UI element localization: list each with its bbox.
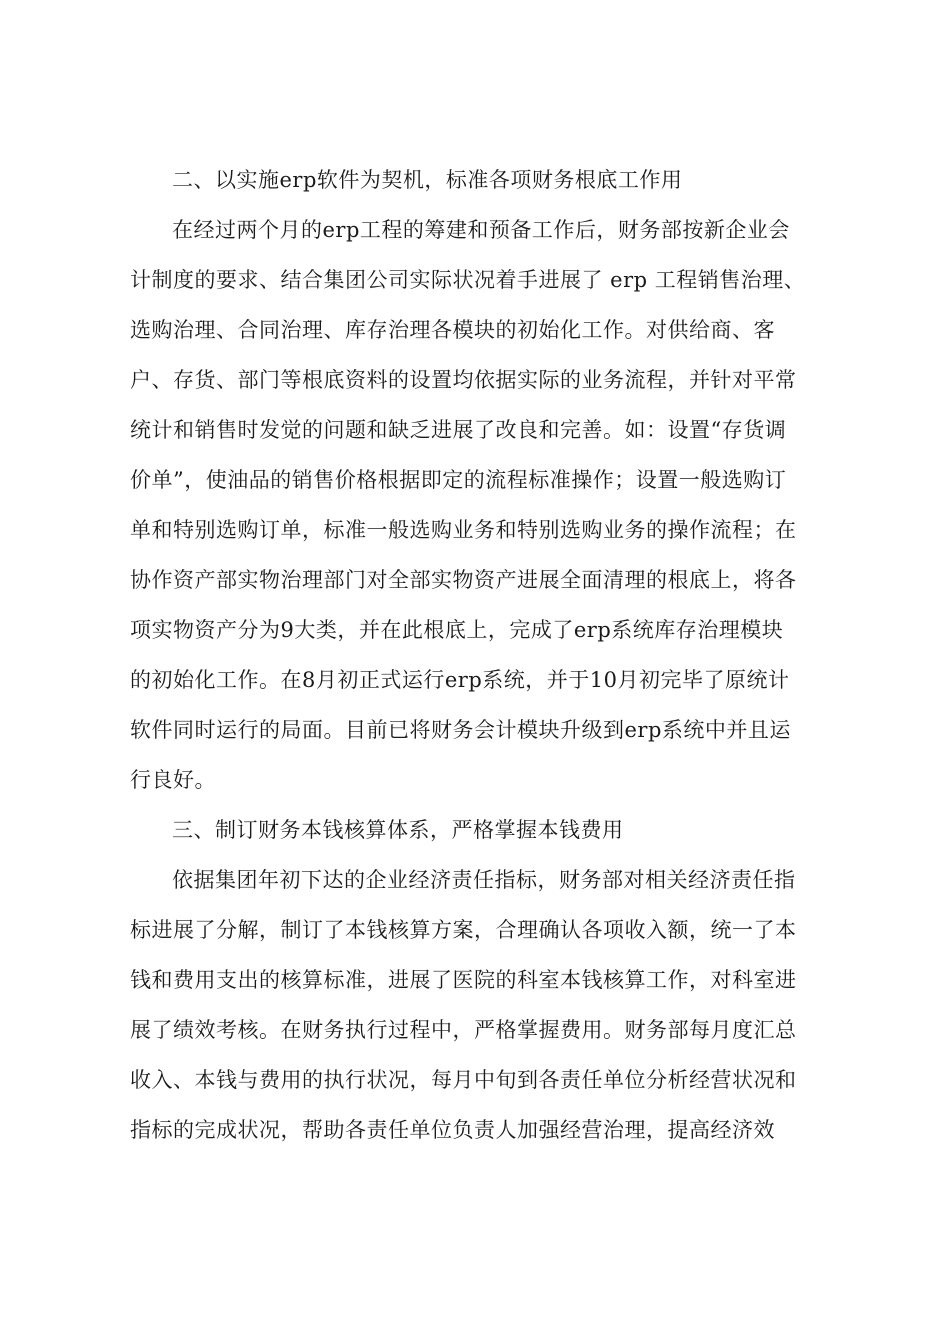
line-text: 项实物资产分为9大类，并在此根底上，完成了erp系统库存治理模块	[130, 618, 784, 642]
paragraph-line	[130, 1105, 830, 1155]
paragraph-line	[130, 605, 830, 655]
line-text: 的初始化工作。在8月初正式运行erp系统，并于10月初完毕了原统计	[130, 668, 790, 692]
paragraph-line	[130, 855, 830, 905]
paragraph-line	[130, 455, 830, 505]
line-text: 软件同时运行的局面。目前已将财务会计模块升级到erp系统中并且运	[130, 718, 791, 742]
paragraph-line	[130, 555, 830, 605]
paragraph-line	[130, 655, 830, 705]
section-heading-2	[130, 155, 830, 205]
line-text: 行良好。	[130, 768, 216, 792]
line-text: 户、存货、部门等根底资料的设置均依据实际的业务流程，并针对平常	[130, 368, 797, 392]
paragraph-line	[130, 355, 830, 405]
line-text: 钱和费用支出的核算标准，进展了医院的科室本钱核算工作，对科室进	[130, 968, 797, 992]
line-text: 计制度的要求、结合集团公司实际状况着手进展了 erp 工程销售治理、	[130, 268, 806, 292]
paragraph-line	[130, 505, 830, 555]
document-body	[130, 155, 830, 1155]
heading-text: 三、制订财务本钱核算体系，严格掌握本钱费用	[172, 818, 624, 842]
paragraph-line	[130, 255, 830, 305]
line-text: 依据集团年初下达的企业经济责任指标，财务部对相关经济责任指	[172, 868, 796, 892]
line-text: 收入、本钱与费用的执行状况，每月中旬到各责任单位分析经营状况和	[130, 1068, 797, 1092]
paragraph-line	[130, 955, 830, 1005]
paragraph-line	[130, 405, 830, 455]
paragraph-line	[130, 1005, 830, 1055]
line-text: 展了绩效考核。在财务执行过程中，严格掌握费用。财务部每月度汇总	[130, 1018, 797, 1042]
line-text: 选购治理、合同治理、库存治理各模块的初始化工作。对供给商、客	[130, 318, 775, 342]
paragraph-line	[130, 205, 830, 255]
paragraph-line	[130, 755, 830, 805]
line-text: 统计和销售时发觉的问题和缺乏进展了改良和完善。如：设置“存货调	[130, 418, 787, 442]
line-text: 在经过两个月的erp工程的筹建和预备工作后，财务部按新企业会	[172, 218, 790, 242]
paragraph-line	[130, 1055, 830, 1105]
line-text: 协作资产部实物治理部门对全部实物资产进展全面清理的根底上，将各	[130, 568, 797, 592]
paragraph-line	[130, 905, 830, 955]
line-text: 标进展了分解，制订了本钱核算方案，合理确认各项收入额，统一了本	[130, 918, 797, 942]
paragraph-line	[130, 705, 830, 755]
line-text: 单和特别选购订单，标准一般选购业务和特别选购业务的操作流程；在	[130, 518, 797, 542]
line-text: 指标的完成状况，帮助各责任单位负责人加强经营治理，提高经济效	[130, 1118, 775, 1142]
paragraph-line	[130, 305, 830, 355]
section-heading-3	[130, 805, 830, 855]
line-text: 价单”，使油品的销售价格根据即定的流程标准操作；设置一般选购订	[130, 468, 787, 492]
heading-text: 二、以实施erp软件为契机，标准各项财务根底工作用	[172, 168, 683, 192]
